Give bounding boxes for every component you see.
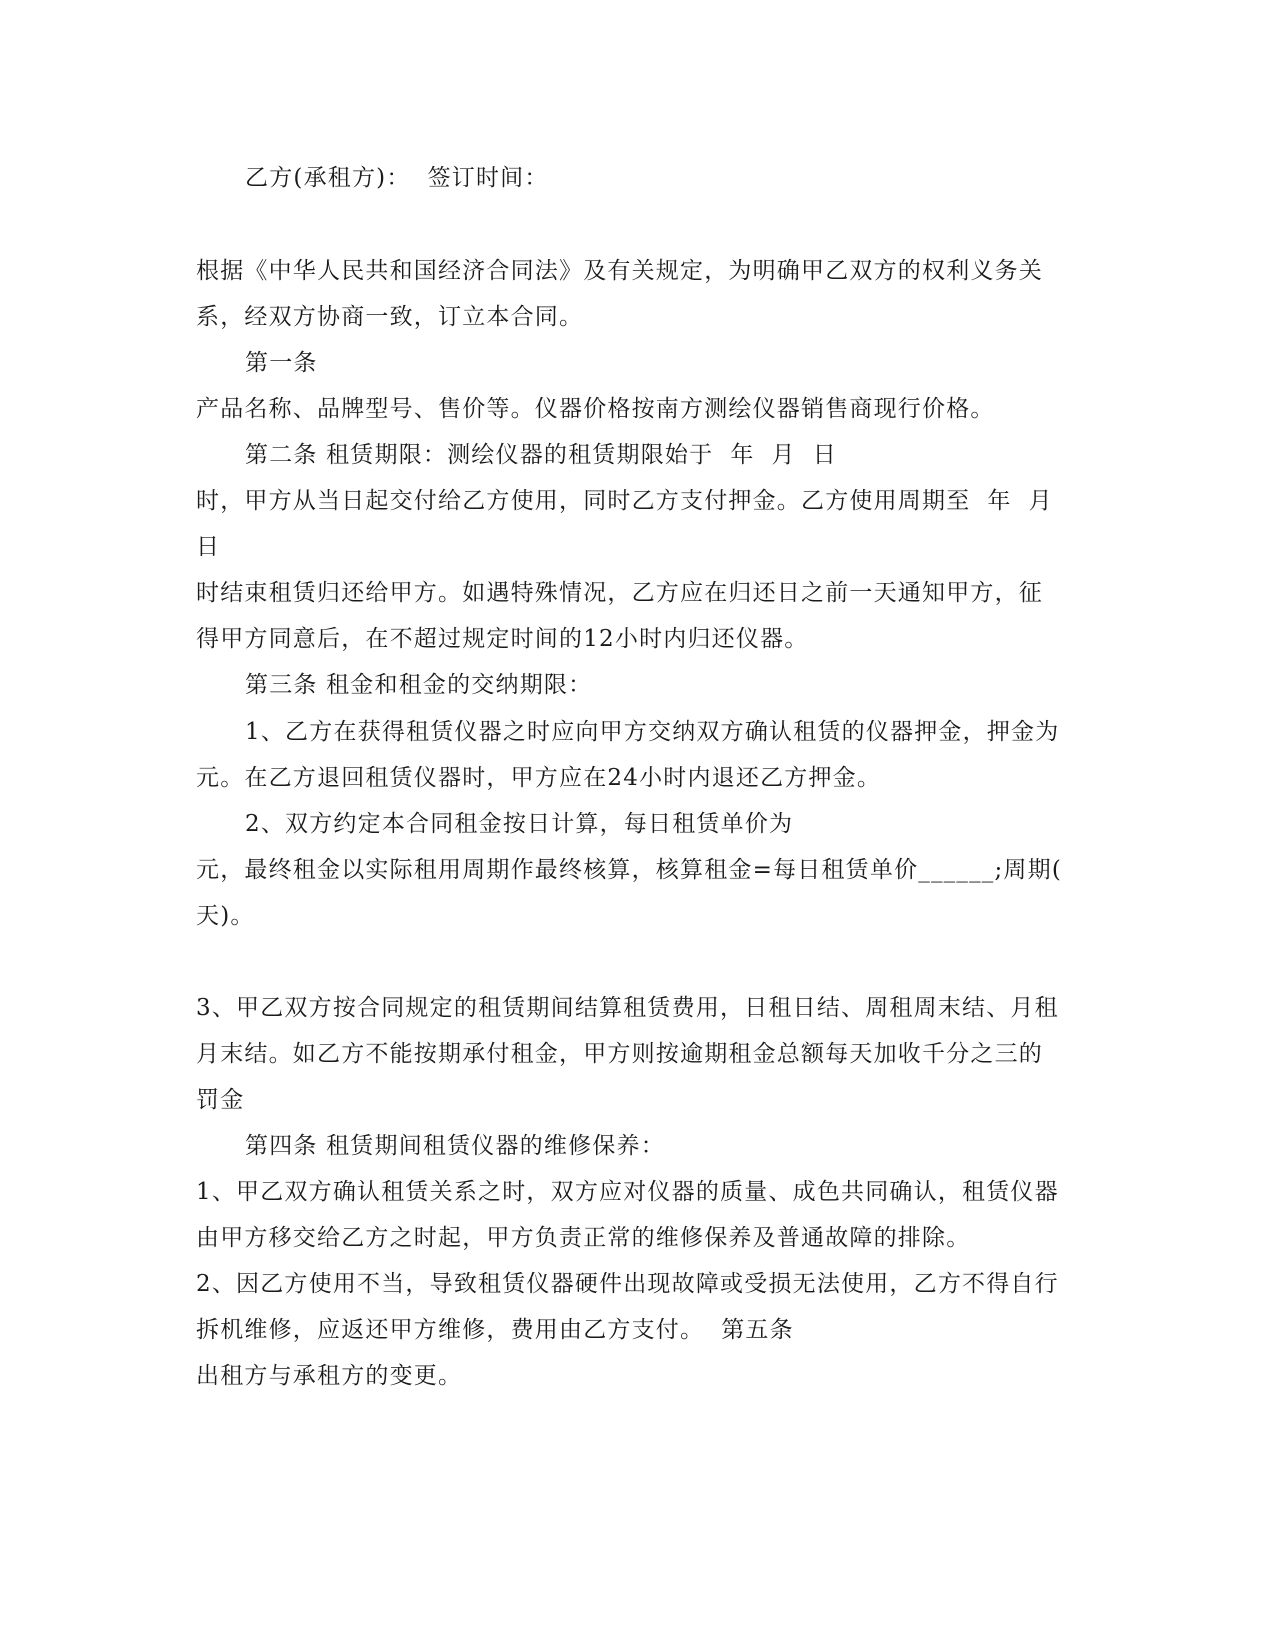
article-2-body-4: 得甲方同意后，在不超过规定时间的12小时内归还仪器。	[196, 626, 809, 652]
article-3-item-1-line-2: 元。在乙方退回租赁仪器时，甲方应在24小时内退还乙方押金。	[196, 765, 882, 791]
party-b-signing-line: 乙方(承租方)： 签订时间：	[245, 165, 549, 191]
article-4-item-1-line-1: 1、甲乙双方确认租赁关系之时，双方应对仪器的质量、成色共同确认，租赁仪器	[196, 1179, 1059, 1205]
article-3-item-2-line-2: 元，最终租金以实际租用周期作最终核算，核算租金=每日租赁单价______;周期(	[196, 857, 1062, 883]
article-3-item-3-line-2: 月末结。如乙方不能按期承付租金，甲方则按逾期租金总额每天加收千分之三的	[196, 1041, 1043, 1067]
article-3-item-2-line-1: 2、双方约定本合同租金按日计算，每日租赁单价为	[245, 811, 794, 837]
preamble-line-1: 根据《中华人民共和国经济合同法》及有关规定，为明确甲乙双方的权利义务关	[196, 258, 1043, 284]
article-2-body-1: 时，甲方从当日起交付给乙方使用，同时乙方支付押金。乙方使用周期至 年 月	[196, 488, 1053, 514]
article-2-body-3: 时结束租赁归还给甲方。如遇特殊情况，乙方应在归还日之前一天通知甲方，征	[196, 580, 1043, 606]
article-5-body: 出租方与承租方的变更。	[196, 1363, 463, 1389]
article-4-item-2-line-2: 拆机维修，应返还甲方维修，费用由乙方支付。 第五条	[196, 1317, 794, 1343]
article-3-item-3-line-1: 3、甲乙双方按合同规定的租赁期间结算租赁费用，日租日结、周租周末结、月租	[196, 995, 1059, 1021]
article-1-heading: 第一条	[245, 350, 318, 376]
article-3-item-1-line-1: 1、乙方在获得租赁仪器之时应向甲方交纳双方确认租赁的仪器押金，押金为	[245, 719, 1060, 745]
article-4-item-1-line-2: 由甲方移交给乙方之时起，甲方负责正常的维修保养及普通故障的排除。	[196, 1225, 971, 1251]
article-3-heading: 第三条 租金和租金的交纳期限：	[245, 672, 593, 698]
article-2-heading: 第二条 租赁期限：测绘仪器的租赁期限始于 年 月 日	[245, 442, 837, 468]
preamble-line-2: 系，经双方协商一致，订立本合同。	[196, 304, 584, 330]
article-1-body: 产品名称、品牌型号、售价等。仪器价格按南方测绘仪器销售商现行价格。	[196, 396, 995, 422]
article-4-item-2-line-1: 2、因乙方使用不当，导致租赁仪器硬件出现故障或受损无法使用，乙方不得自行	[196, 1271, 1059, 1297]
article-2-body-2: 日	[196, 534, 221, 560]
article-3-item-2-line-3: 天)。	[196, 903, 255, 929]
article-4-heading: 第四条 租赁期间租赁仪器的维修保养：	[245, 1133, 665, 1159]
article-3-item-3-line-3: 罚金	[196, 1087, 245, 1113]
